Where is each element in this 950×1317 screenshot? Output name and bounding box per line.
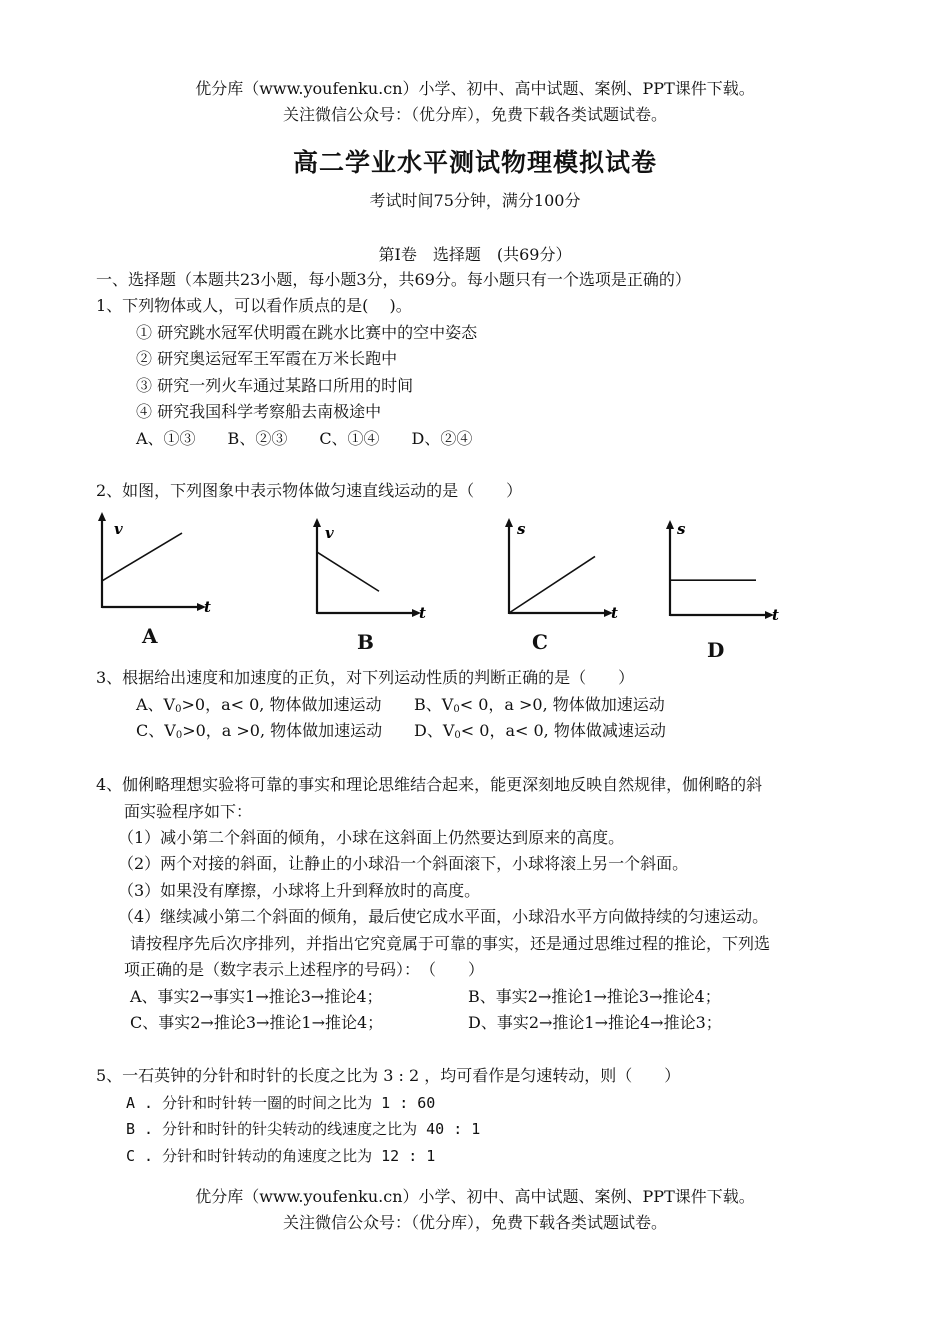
q4-option-a: A、事实2→事实1→推论3→推论4； (130, 987, 383, 1006)
graph-d-label: D (707, 638, 725, 662)
q2-stem: 2、如图，下列图象中表示物体做匀速直线运动的是（ ） (96, 481, 523, 500)
q1-item-2: ② 研究奥运冠军王军霞在万米长跑中 (136, 349, 398, 368)
graph-b-x-label: t (419, 604, 426, 622)
q1-item-3: ③ 研究一列火车通过某路口所用的时间 (136, 376, 414, 395)
graph-a-y-arrow (98, 512, 106, 521)
q3-option-d-text: < 0，a< 0, 物体做减速运动 (460, 721, 666, 740)
q5-stem: 5、一石英钟的分针和时针的长度之比为 3 : 2 ，均可看作是匀速转动，则（ ） (96, 1066, 681, 1085)
q4-option-b: B、事实2→推论1→推论3→推论4； (468, 987, 721, 1006)
footer-line-2: 关注微信公众号：（优分库），免费下载各类试题试卷。 (282, 1213, 667, 1232)
q3-option-d-prefix: D、V (414, 721, 455, 740)
q4-ask-1: 请按程序先后次序排列，并指出它究竟属于可靠的事实，还是通过思维过程的推论，下列选 (130, 934, 771, 953)
q4-step-1: （1）减小第二个斜面的倾角，小球在这斜面上仍然要达到原来的高度。 (118, 828, 625, 847)
q3-option-b-prefix: B、V (414, 695, 454, 714)
q5-option-a: A . 分针和时针转一圈的时间之比为 1 : 60 (126, 1094, 436, 1112)
graph-d (660, 520, 790, 630)
section-heading: 第Ⅰ卷 选择题 (共69分） (378, 245, 572, 264)
graph-d-svg (660, 520, 790, 630)
q4-stem-1: 4、伽俐略理想实验将可靠的事实和理论思维结合起来，能更深刻地反映自然规律，伽俐略的斜 (96, 775, 763, 794)
graph-a-line (102, 533, 182, 581)
q3-option-c (136, 720, 382, 747)
q3-option-a-text: >0，a< 0, 物体做加速运动 (181, 695, 382, 714)
graph-a (92, 512, 222, 622)
graph-c-line (509, 556, 595, 613)
graph-c-x-label: t (611, 604, 618, 622)
q4-step-2: （2）两个对接的斜面，让静止的小球沿一个斜面滚下，小球将滚上另一个斜面。 (118, 854, 689, 873)
q3-option-d (414, 720, 666, 747)
q3-option-d-sub: 0 (454, 730, 461, 741)
q3-option-a (136, 694, 381, 721)
header-line-1: 优分库（www.youfenku.cn）小学、初中、高中试题、案例、PPT课件下载。 (195, 79, 755, 98)
graph-c-y-arrow (505, 518, 513, 527)
graph-a-svg (92, 512, 222, 622)
graph-b-line (317, 552, 379, 591)
footer-line-1: 优分库（www.youfenku.cn）小学、初中、高中试题、案例、PPT课件下载。 (195, 1187, 755, 1206)
page-title: 高二学业水平测试物理模拟试卷 (292, 148, 657, 177)
graph-a-label: A (142, 624, 158, 648)
graph-c-y-label: s (517, 520, 526, 538)
graph-d-y-label: s (677, 520, 686, 538)
q5-option-b: B . 分针和时针的针尖转动的线速度之比为 40 : 1 (126, 1120, 481, 1138)
q3-option-a-sub: 0 (175, 704, 182, 715)
graph-d-x-label: t (772, 606, 779, 624)
graph-b-svg (307, 518, 437, 628)
graph-b-label: B (357, 630, 374, 654)
graph-c-svg (499, 518, 629, 628)
q5-option-c: C . 分针和时针转动的角速度之比为 12 : 1 (126, 1147, 436, 1165)
q3-option-b-text: < 0，a >0, 物体做加速运动 (459, 695, 665, 714)
q4-step-4: （4）继续减小第二个斜面的倾角，最后使它成水平面，小球沿水平方向做持续的匀速运动。 (118, 907, 769, 926)
graph-b-y-arrow (313, 518, 321, 527)
q1-item-1: ① 研究跳水冠军伏明霞在跳水比赛中的空中姿态 (136, 323, 478, 342)
q1-item-4: ④ 研究我国科学考察船去南极途中 (136, 402, 382, 421)
q3-option-b (414, 694, 665, 721)
q4-step-3: （3）如果没有摩擦，小球将上升到释放时的高度。 (118, 881, 481, 900)
q4-option-d: D、事实2→推论1→推论4→推论3； (468, 1013, 722, 1032)
page-subtitle: 考试时间75分钟，满分100分 (369, 191, 581, 210)
q1-options: A、①③ B、②③ C、①④ D、②④ (136, 429, 473, 448)
q3-stem: 3、根据给出速度和加速度的正负，对下列运动性质的判断正确的是（ ） (96, 668, 635, 687)
graph-d-y-arrow (666, 520, 674, 529)
q3-option-c-sub: 0 (175, 730, 183, 741)
q4-stem-2: 面实验程序如下： (124, 802, 253, 821)
q1-stem: 1、下列物体或人，可以看作质点的是( )。 (96, 296, 412, 315)
graph-c (499, 518, 629, 628)
graph-a-y-label: v (114, 520, 123, 538)
graph-b-y-label: v (325, 524, 334, 542)
q4-ask-2: 项正确的是（数字表示上述程序的号码）： （ ） (124, 960, 485, 979)
q3-option-a-prefix: A、V (136, 695, 176, 714)
graph-c-label: C (532, 630, 548, 654)
graph-b (307, 518, 437, 628)
header-line-2: 关注微信公众号：（优分库），免费下载各类试题试卷。 (282, 105, 667, 124)
q3-option-b-sub: 0 (453, 704, 460, 715)
q4-option-c: C、事实2→推论3→推论1→推论4； (130, 1013, 384, 1032)
q3-option-c-prefix: C、V (136, 721, 176, 740)
q3-option-c-text: >0，a >0, 物体做加速运动 (182, 721, 383, 740)
graph-a-x-label: t (204, 598, 211, 616)
instructions: 一、选择题（本题共23小题，每小题3分，共69分。每小题只有一个选项是正确的） (96, 270, 691, 289)
